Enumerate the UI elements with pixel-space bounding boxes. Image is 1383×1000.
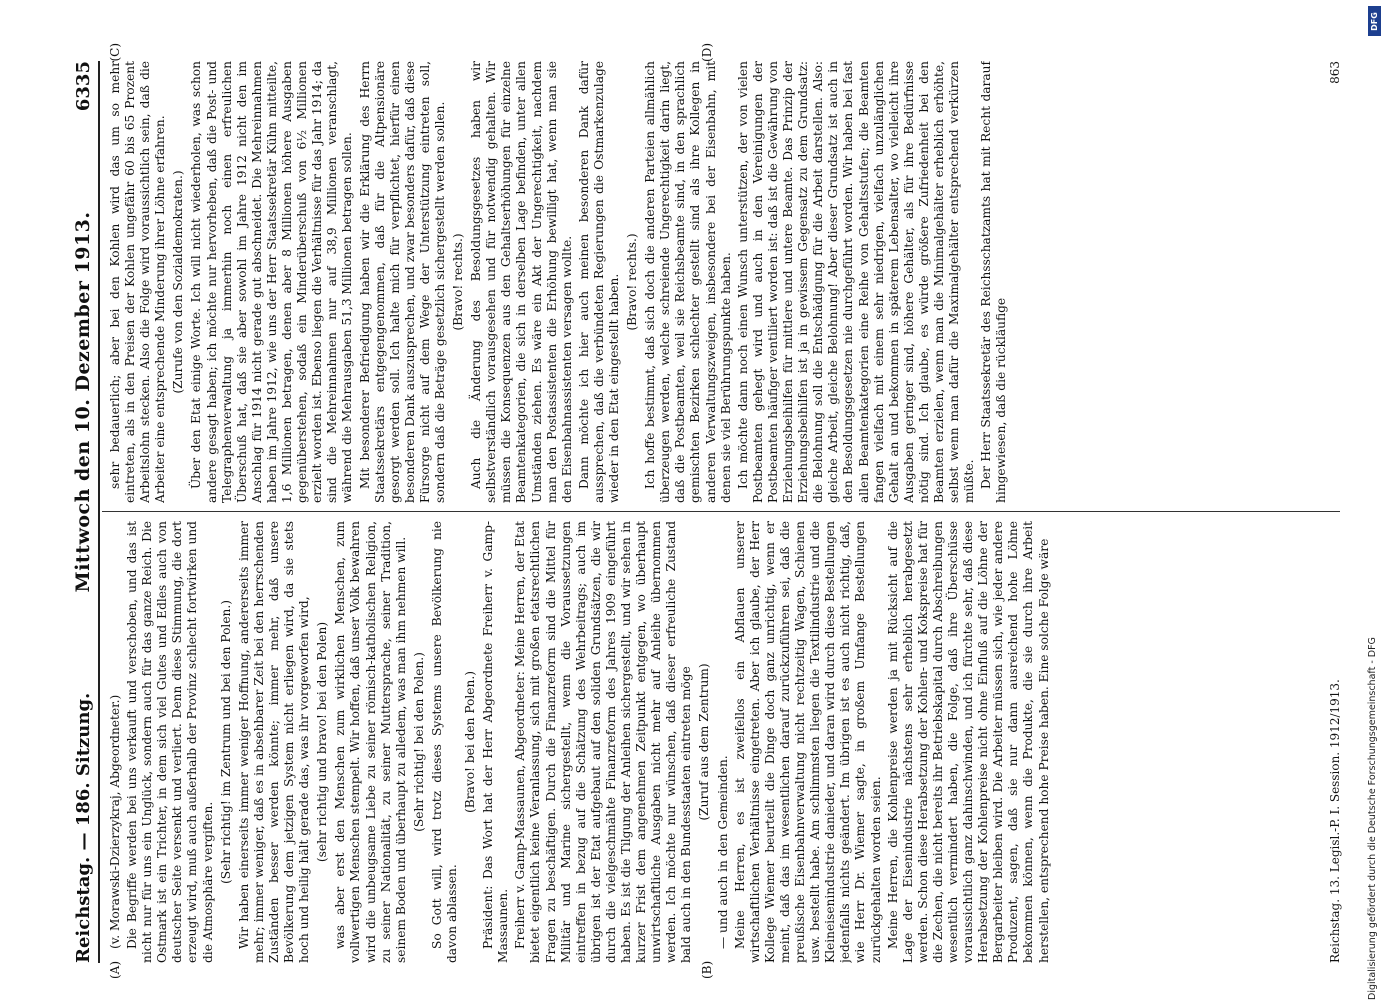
- margin-marker-c: (C): [108, 43, 122, 62]
- page-header: [72, 61, 100, 963]
- rotated-document-page: [60, 43, 1350, 979]
- left-column: [108, 521, 1303, 963]
- interjection-line: (Bravo! bei den Polen.): [463, 671, 478, 813]
- paragraph: Auch die Änderung des Besoldungsgesetzes haben wir selbstverständlich vorausgesehen und für notwendig gehalten. Wir müssen die Konsequenzen aus den Gehaltserhöhungen für einzelne Beamtenkategorien, die sich in derselben Lage befinden, unter allen Umständen ziehen. Es wäre ein Akt der Ungerechtigkeit, nachdem man den Postassistenten die Erhöhung bewilligt hat, wenn man sie den Eisenbahnassistenten versagen wollte.: [469, 61, 574, 503]
- margin-marker-d: (D): [700, 43, 714, 62]
- paragraph: was aber erst den Menschen zum wirklichen Menschen, zum vollwertigen Menschen stempelt. Wir hoffen, daß unser Volk bewahren wird die unbeugsame Liebe zu seiner römisch-katholischen Religion, zu seiner Nationalität, zu seiner Muttersprache, seiner Tradition, seinem Boden und überhaupt zu alledem, was man ihm nehmen will.: [333, 521, 408, 963]
- text-columns: [108, 61, 1303, 963]
- interjection-line: (Bravo! rechts.): [625, 233, 640, 331]
- paragraph: Der Herr Staatssekretär des Reichsschatzamts hat mit Recht darauf hingewiesen, daß die rückläufige: [979, 61, 1009, 503]
- page-footer: [1328, 61, 1342, 963]
- paragraph: Über den Etat einige Worte. Ich will nicht wiederholen, was schon andere gesagt haben; ich möchte nur hervorheben, daß die Post- und Telegraphenverwaltung ja immerhin noch einen erfreulichen Überschuß hat, daß sie aber sowohl im Jahre 1912 nicht den im Anschlag für 1914 nicht gerade gut abschneidet. Die Mehreinnahmen haben im Jahre 1912, wie uns der Herr Staatssekretär Kühn mitteilte, 1,6 Millionen betragen, denen aber 8 Millionen höhere Ausgaben gegenüberstehen, sodaß ein Minderüberschuß von 6½ Millionen erzielt worden ist. Ebenso liegen die Verhältnisse für das Jahr 1914; da sind die Mehreinnahmen nur auf 38,9 Millionen veranschlagt, während die Mehrausgaben 51,3 Millionen betragen sollen.: [189, 61, 355, 503]
- interjection-line: (Zuruf aus dem Zentrum): [697, 663, 712, 821]
- interjection-line: (Sehr richtig! im Zentrum und bei den Polen.): [218, 599, 233, 885]
- dfg-credit-strip: [1367, 0, 1381, 1000]
- paragraph: Die Begriffe werden bei uns verkauft und verschoben, und das ist nicht nur für uns ein Unglück, sondern auch für das ganze Reich. Die Ostmark ist ein Trichter, in dem sich viel Gutes und Edles auch von deutscher Seite versenkt und verliert. Denn diese Stimmung, die dort erzeugt wird, muß auch außerhalb der Provinz schlecht fortwirken und die Atmosphäre vergiften.: [125, 521, 215, 963]
- paragraph: — und auch in den Gemeinden.: [715, 755, 730, 949]
- paragraph: Mit besonderer Befriedigung haben wir die Erklärung des Herrn Staatssekretärs entgegengenommen, daß für die Altpensionäre gesorgt werden soll. Ich halte mich für verpflichtet, hierfür einen besonderen Dank auszusprechen, und zwar besonders dafür, daß diese Fürsorge nicht auf dem Wege der Unterstützung eintreten soll, sondern daß die Beträge gesetzlich sichergestellt werden sollen.: [357, 61, 447, 503]
- footer-sheet-number: 863: [1328, 61, 1342, 84]
- paragraph: sehr bedauerlich; aber bei den Kohlen wird das um so mehr eintreten, als in den Preisen der Kohlen ungefähr 60 bis 65 Prozent Arbeitslohn stecken. Also die Folge wird voraussichtlich sein, daß die Arbeiter eine entsprechende Minderung ihrer Löhne erfahren.: [108, 61, 168, 503]
- paragraph: Freiherr v. Gamp-Massaunen, Abgeordneter: Meine Herren, der Etat bietet eigentlich keine Veranlassung, sich mit großen etatsrechtlichen Fragen zu beschäftigen. Durch die Finanzreform sind die Mittel für Militär und Marine sichergestellt, wenn die Voraussetzungen eintreffen in bezug auf die Schätzung des Wehrbeitrags; auch im übrigen ist der Etat aufgebaut auf den soliden Grundsätzen, die wir durch die vielgeschmähte Finanzreform des Jahres 1909 eingeführt haben. Es ist die Tilgung der Anleihen sichergestellt, und wir sehen in kurzer Frist dem angenehmen Zeitpunkt entgegen, wo überhaupt unwirtschaftliche Ausgaben nicht mehr auf Anleihe übernommen werden. Ich möchte nur wünschen, daß dieser erfreuliche Zustand bald auch in den Bundesstaaten eintreten möge: [513, 521, 694, 963]
- paragraph: (v. Morawski-Dzierzykraj, Abgeordneter.): [108, 694, 122, 949]
- header-session: Reichstag. — 186. Sitzung.: [73, 692, 94, 963]
- margin-marker-a: (A): [108, 960, 122, 979]
- paragraph: Meine Herren, die Kohlenpreise werden ja mit Rücksicht auf die Lage der Eisenindustrie nächstens sehr erheblich herabgesetzt werden. Schon diese Herabsetzung der Kohlen- und Kokspreise hat für die Zechen, die nicht bereits ihr Betriebskapital durch Abschreibungen wesentlich vermindert haben, die Folge, daß ihre Überschüsse voraussichtlich ganz dahinschwinden, und ich fürchte sehr, daß diese Herabsetzung der Kohlenpreise nicht ohne Einfluß auf die Löhne der Bergarbeiter bleiben wird. Die Arbeiter müssen sich, wie jeder andere Produzent, sagen, daß sie nur dann ausreichend hohe Löhne bekommen können, wenn die Produkte, die sie durch ihre Arbeit herstellen, entsprechend hohe Preise haben. Eine solche Folge wäre: [885, 521, 1051, 963]
- paragraph: So Gott will, wird trotz dieses Systems unsere Bevölkerung nie davon ablassen.: [429, 521, 459, 963]
- right-column: [108, 61, 1303, 503]
- paragraph: Wir haben einerseits immer weniger Hoffnung, andererseits immer mehr; immer weniger, daß es in absehbarer Zeit bei den herrschenden Zuständen besser werden könnte; immer mehr, daß unsere Bevölkerung dem jetzigen System nicht erliegen wird, da sie stets hoch und heilig hält gerade das, was ihr vorgeworfen wird,: [236, 521, 312, 963]
- interjection-line: (Zurufe von den Sozialdemokraten.): [171, 170, 186, 394]
- paragraph: Präsident: Das Wort hat der Herr Abgeordnete Freiherr v. Gamp-Massaunen.: [481, 521, 511, 963]
- header-page-number: 6335: [73, 61, 94, 112]
- dfg-logo: [1368, 6, 1381, 36]
- interjection-line: (sehr richtig und bravo! bei den Polen): [315, 621, 330, 863]
- header-date: Mittwoch den 10. Dezember 1913.: [72, 211, 94, 593]
- paragraph: Meine Herren, es ist zweifellos ein Abflauen unserer wirtschaftlichen Verhältnisse eingetreten. Aber ich glaube, der Herr Kollege Wiemer beurteilt die Dinge doch ganz unrichtig, wenn er meint, daß das im wesentlichen darauf zurückzuführen sei, daß die preußische Eisenbahnverwaltung nicht rechtzeitig Wagen, Schienen usw. bestellt habe. Am schlimmsten liegen die Textilindustrie und die Kleineisenindustrie danieder, und daran wird durch diese Bestellungen jedenfalls nichts geändert. Im übrigen ist es auch nicht richtig, daß, wie Herr Dr. Wiemer sagte, in großem Umfange Bestellungen zurückgehalten worden seien.: [732, 521, 883, 963]
- margin-marker-b: (B): [700, 960, 714, 979]
- interjection-line: (Bravo! rechts.): [451, 233, 466, 331]
- interjection-line: (Sehr richtig! bei den Polen.): [411, 652, 426, 832]
- dfg-credit-text: Digitalisierung gefördert durch die Deutsche Forschungsgemeinschaft - DFG: [1367, 637, 1378, 1000]
- paragraph: Ich hoffe bestimmt, daß sich doch die anderen Parteien allmählich überzeugen werden, welche schreiende Ungerechtigkeit darin liegt, daß die Postbeamten, weil sie Reichsbeamte sind, in den sprachlich gemischten Bezirken schlechter gestellt sind als ihre Kollegen in anderen Verwaltungszweigen, insbesondere bei der Eisenbahn, mit denen sie viel Berührungspunkte haben.: [643, 61, 733, 503]
- column-divider: [102, 511, 1340, 512]
- footer-session-info: Reichstag. 13. Legisl.-P. I. Session. 1912/1913.: [1328, 679, 1342, 963]
- dfg-logo-text: DFG: [1370, 11, 1380, 31]
- paragraph: Dann möchte ich hier auch meinen besonderen Dank dafür aussprechen, daß die verbündeten Regierungen die Ostmarkenzulage wieder in den Etat eingestellt haben.: [576, 61, 621, 503]
- paragraph: Ich möchte dann noch einen Wunsch unterstützen, der von vielen Postbeamten gehegt wird und auch in den Vereinigungen der Postbeamten häufiger ventiliert worden ist: daß ist die Gewährung von Erziehungsbeihilfen für mittlere und untere Beamte. Das Prinzip der Erziehungsbeihilfen ist ja in gewissem Gegensatz zu dem Grundsatz: die Belohnung soll die Entschädigung für die Arbeit darstellen. Also: gleiche Arbeit, gleiche Belohnung! Aber dieser Grundsatz ist auch in den Besoldungsgesetzen nie durchgeführt worden. Wir haben bei fast allen Beamtenkategorien eine Reihe von Gehaltsstufen; die Beamten fangen vielfach mit einem sehr niedrigen, vielfach unzulänglichen Gehalt an und bekommen in späterem Lebensalter, wo vielleicht ihre Ausgaben geringer sind, höhere Gehälter, als für ihre Bedürfnisse nötig sind. Ich glaube, es würde größere Zufriedenheit bei den Beamten erzielen, wenn man die Minimalgehälter erheblich erhöhte, selbst wenn man dafür die Maximalgehälter entsprechend verkürzen müßte.: [735, 61, 977, 503]
